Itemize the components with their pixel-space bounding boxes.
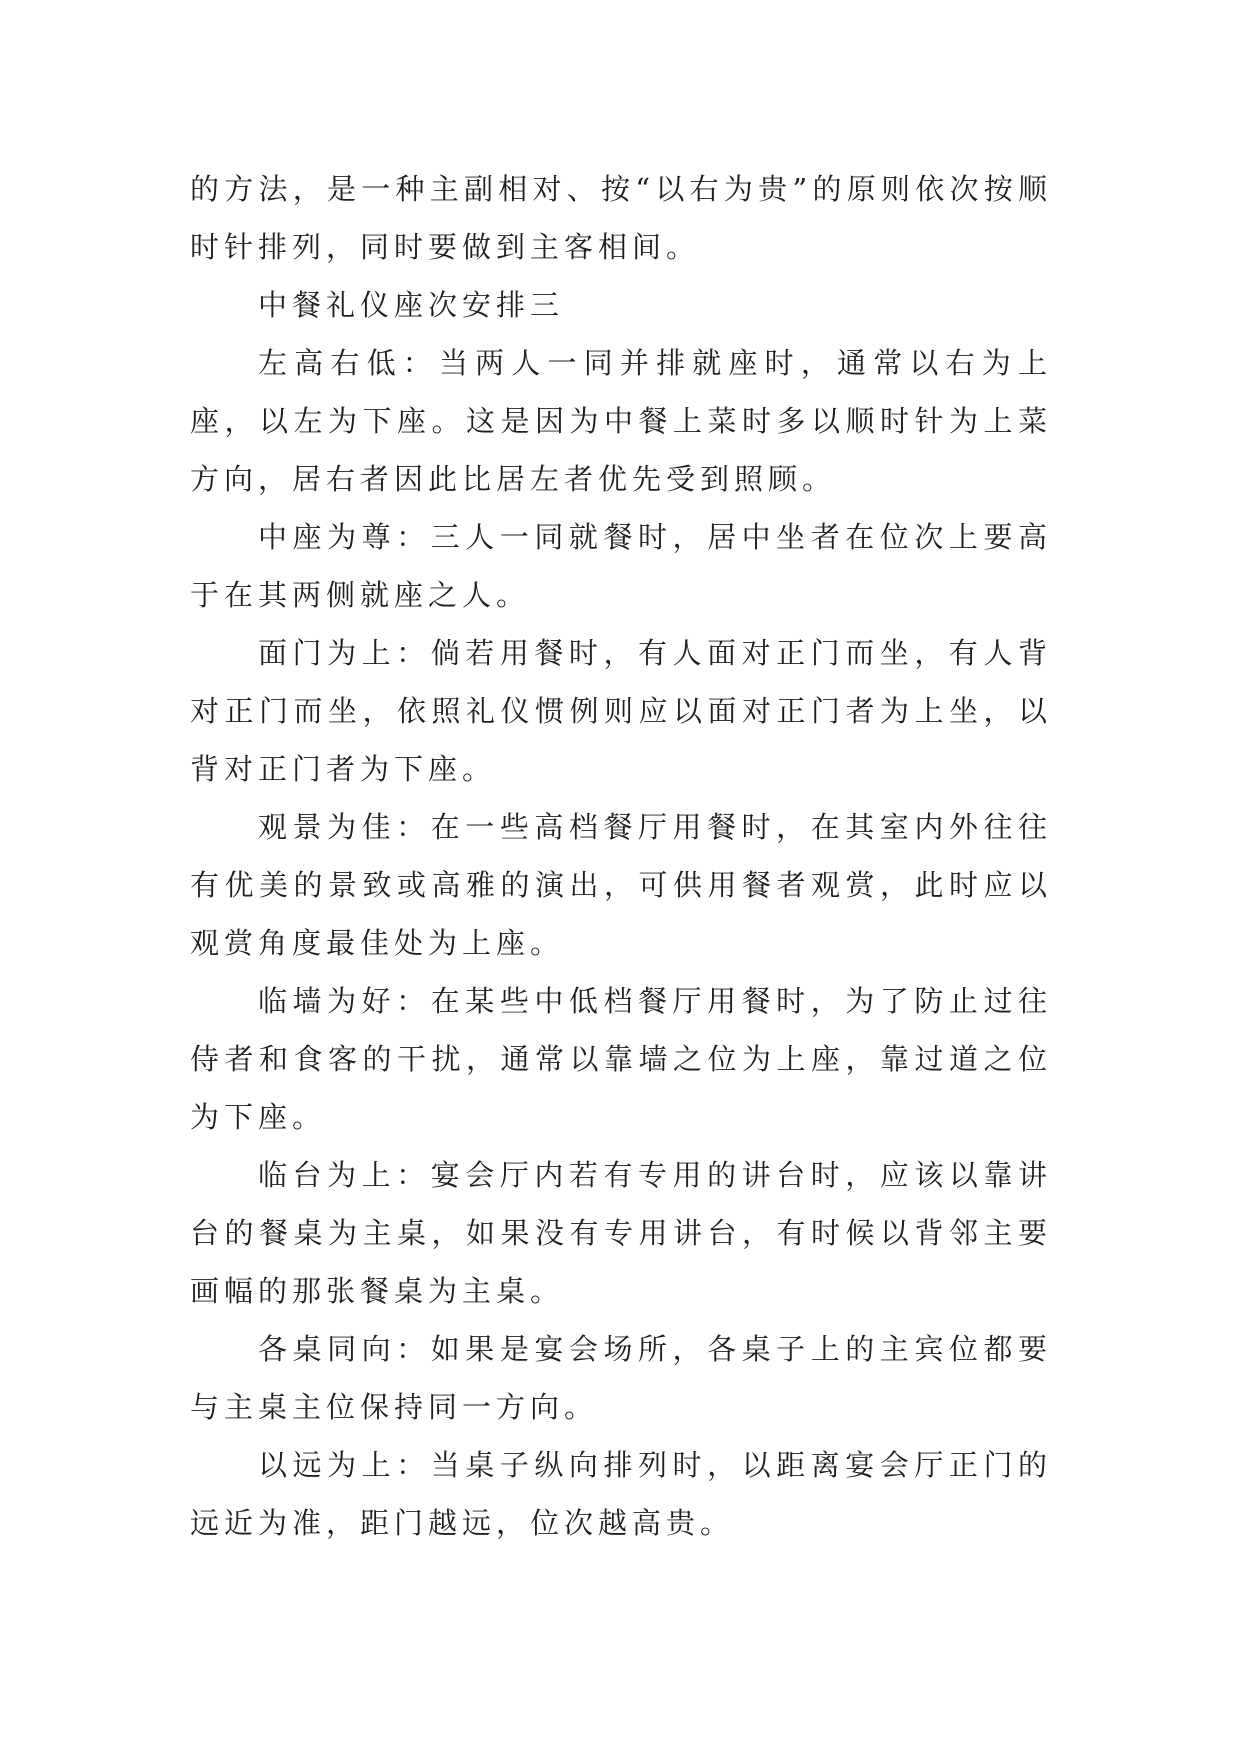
paragraph-left-high-right-low: 左高右低：当两人一同并排就座时，通常以右为上座，以左为下座。这是因为中餐上菜时多以顺时针为上菜方向，居右者因此比居左者优先受到照顾。 <box>190 346 1052 496</box>
paragraph-continuation: 的方法，是一种主副相对、按“以右为贵”的原则依次按顺时针排列，同时要做到主客相间。 <box>190 172 1052 264</box>
paragraph-facing-door: 面门为上：倘若用餐时，有人面对正门而坐，有人背对正门而坐，依照礼仪惯例则应以面对正门者为上坐，以背对正门者为下座。 <box>190 636 1052 786</box>
paragraph-center-seat-honored: 中座为尊：三人一同就餐时，居中坐者在位次上要高于在其两侧就座之人。 <box>190 520 1052 612</box>
paragraph-same-direction: 各桌同向：如果是宴会场所，各桌子上的主宾位都要与主桌主位保持同一方向。 <box>190 1332 1052 1424</box>
paragraph-near-wall: 临墙为好：在某些中低档餐厅用餐时，为了防止过往侍者和食客的干扰，通常以靠墙之位为上座，靠过道之位为下座。 <box>190 984 1052 1134</box>
section-heading: 中餐礼仪座次安排三 <box>258 288 565 322</box>
document-body <box>190 160 1052 1552</box>
paragraph-best-view: 观景为佳：在一些高档餐厅用餐时，在其室内外往往有优美的景致或高雅的演出，可供用餐者观赏，此时应以观赏角度最佳处为上座。 <box>190 810 1052 960</box>
paragraph-near-stage: 临台为上：宴会厅内若有专用的讲台时，应该以靠讲台的餐桌为主桌，如果没有专用讲台，有时候以背邻主要画幅的那张餐桌为主桌。 <box>190 1158 1052 1308</box>
paragraph-farther-is-higher: 以远为上：当桌子纵向排列时，以距离宴会厅正门的远近为准，距门越远，位次越高贵。 <box>190 1448 1052 1540</box>
